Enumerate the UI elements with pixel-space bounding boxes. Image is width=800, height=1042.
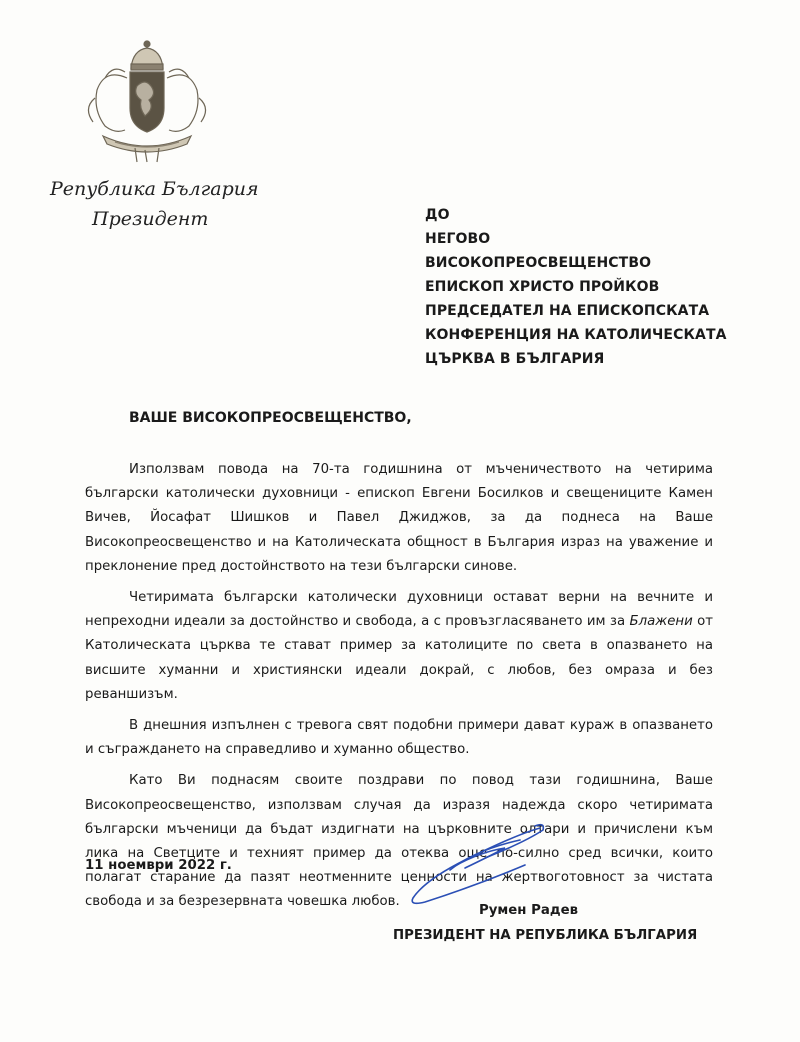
address-line: ЕПИСКОП ХРИСТО ПРОЙКОВ bbox=[425, 279, 660, 295]
address-line: ПРЕДСЕДАТЕЛ НА ЕПИСКОПСКАТА bbox=[425, 303, 710, 319]
signatory-name: Румен Радев bbox=[479, 903, 579, 918]
signatory-title: ПРЕЗИДЕНТ НА РЕПУБЛИКА БЪЛГАРИЯ bbox=[393, 928, 698, 943]
letterhead-office: Президент bbox=[92, 208, 209, 230]
recipient-address bbox=[425, 203, 727, 371]
letter-date: 11 ноември 2022 г. bbox=[85, 858, 232, 873]
salutation: ВАШЕ ВИСОКОПРЕОСВЕЩЕНСТВО, bbox=[129, 410, 412, 426]
address-line: КОНФЕРЕНЦИЯ НА КАТОЛИЧЕСКАТА bbox=[425, 327, 727, 343]
paragraph: Като Ви поднасям своите поздрави по повод тази годишнина, Ваше Високопреосвещенство, използвам случая да изразя надежда скоро четиримата български мъченици да бъдат издигнати на църковните олтари и причислени към лика на Светците и техният пример да отеква още по-силно сред всички, които полагат старание да пазят неотменните ценности на жертвоготовност за чистата свобода и за безрезервната човешка любов. bbox=[85, 773, 713, 910]
paragraph: Използвам повода на 70-та годишнина от мъченичеството на четирима български католически духовници - епископ Евгени Босилков и свещениците Камен Вичев, Йосафат Шишков и Павел Джиджов, за да поднеса на Ваше Високопреосвещенство и на Католическата общност в България израз на уважение и преклонение пред достойнството на тези български синове. bbox=[85, 462, 713, 574]
emphasis-blessed: Блажени bbox=[629, 614, 693, 630]
paragraph bbox=[85, 586, 713, 707]
address-line: ЦЪРКВА В БЪЛГАРИЯ bbox=[425, 351, 605, 367]
address-line: НЕГОВО bbox=[425, 231, 491, 247]
letterhead-republic: Република България bbox=[50, 178, 259, 200]
address-line: ВИСОКОПРЕОСВЕЩЕНСТВО bbox=[425, 255, 652, 271]
paragraph-text: Четиримата български католически духовници остават верни на вечните и непреходни идеали за достойнство и свобода, а с провъзгласяването им за bbox=[85, 590, 713, 630]
coat-of-arms-icon bbox=[75, 38, 220, 163]
paragraph-text: от Католическата църква те стават пример за католиците по света в опазването на висшите хуманни и християнски идеали докрай, с любов, без омраза и без реваншизъм. bbox=[85, 614, 714, 702]
signature-icon bbox=[395, 820, 585, 910]
address-line: ДО bbox=[425, 207, 450, 223]
paragraph: В днешния изпълнен с тревога свят подобни примери дават кураж в опазването и съграждането на справедливо и хуманно общество. bbox=[85, 718, 713, 758]
